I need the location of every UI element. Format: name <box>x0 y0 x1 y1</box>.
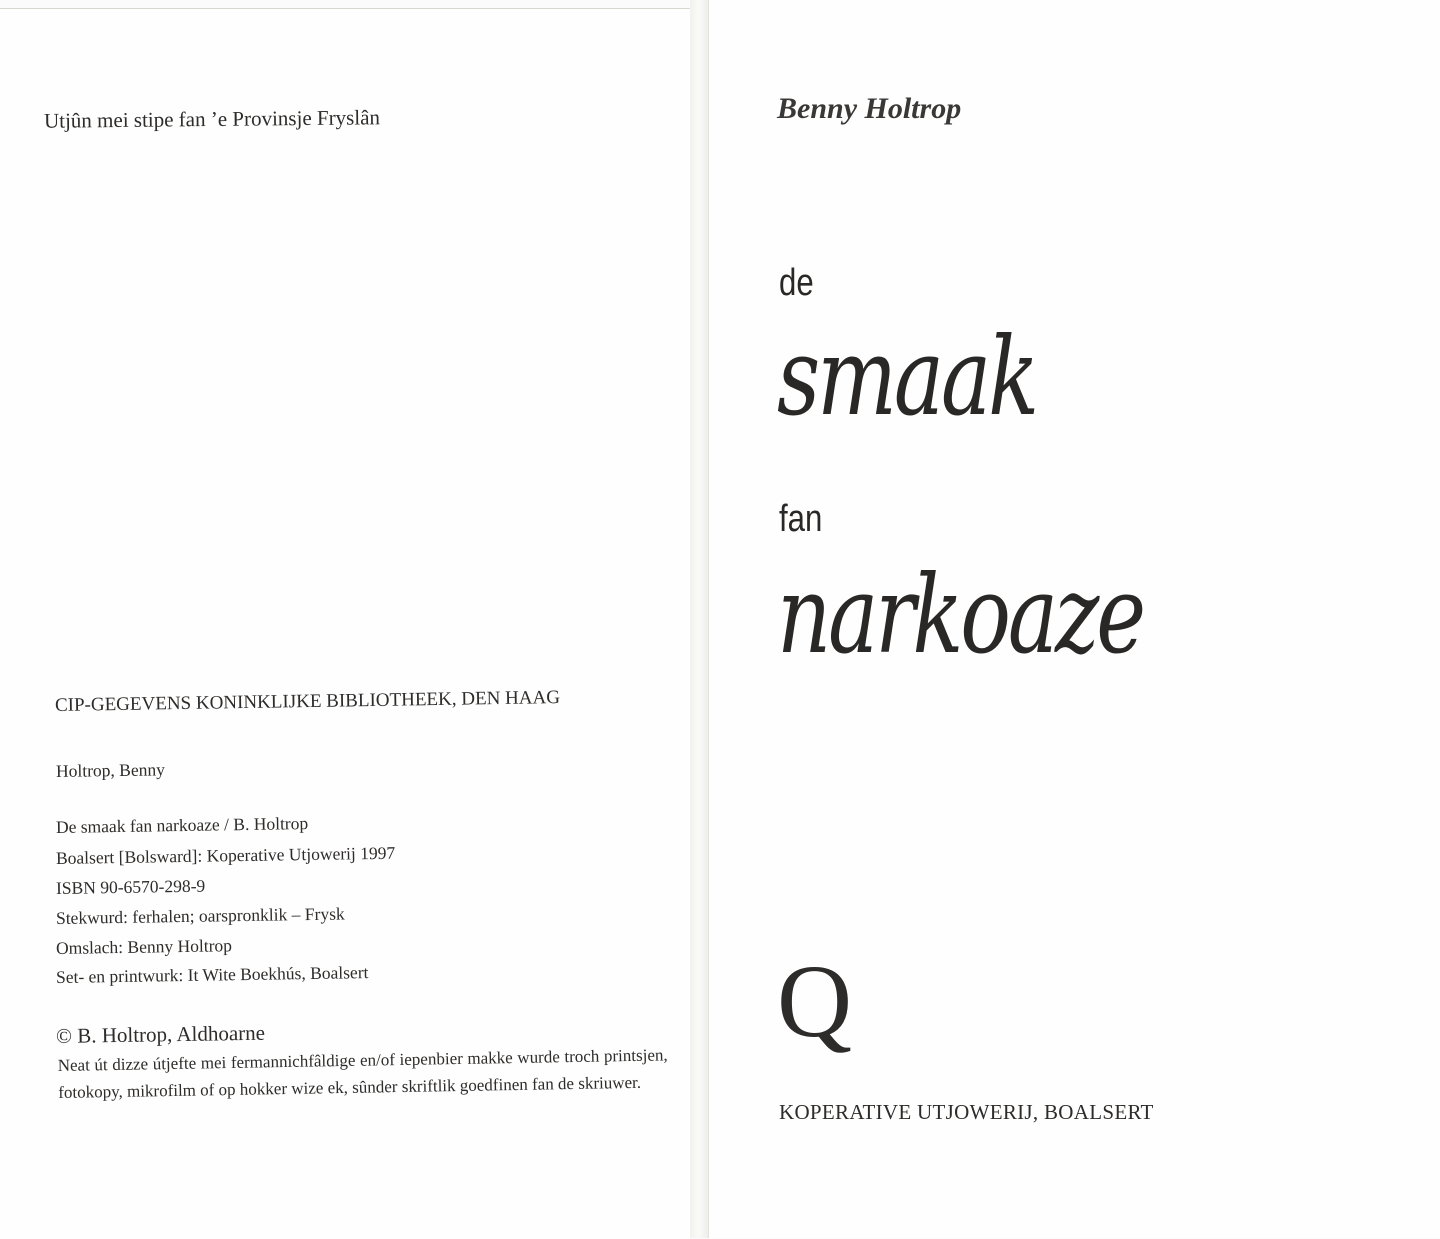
subsidy-note: Utjûn mei stipe fan ’e Provinsje Fryslân <box>43 105 381 133</box>
copyright-symbol: © <box>55 1023 73 1048</box>
catalog-line: Omslach: Benny Holtrop <box>55 935 233 958</box>
right-page-title <box>708 0 1440 1238</box>
catalog-line: De smaak fan narkoaze / B. Holtrop <box>55 813 309 837</box>
title-word-narkoaze: narkoaze <box>777 553 1144 678</box>
left-page-colophon <box>0 8 690 1239</box>
catalog-line: Boalsert [Bolsward]: Koperative Utjowerij 1997 <box>55 842 396 868</box>
publisher-name: KOPERATIVE UTJOWERIJ, BOALSERT <box>779 1100 1154 1124</box>
copyright-holder: B. Holtrop, Aldhoarne <box>77 1020 266 1048</box>
title-word-smaak: smaak <box>777 315 1037 440</box>
publisher-logo: Q <box>777 944 853 1059</box>
title-word-fan: fan <box>779 498 823 540</box>
rights-notice: Neat út dizze útjefte mei fermannichfâldige en/of iepenbier makke wurde troch printsjen, fotokopy, mikrofilm of op hokker wize ek, sûnder skriftlik goedfinen fan de skriuwer. <box>57 1045 668 1102</box>
title-word-de: de <box>779 262 814 304</box>
author-entry: Holtrop, Benny <box>55 759 166 781</box>
catalog-line: Stekwurd: ferhalen; oarspronklik – Frysk <box>55 903 345 928</box>
cip-heading: CIP-GEGEVENS KONINKLIJKE BIBLIOTHEEK, DEN HAAG <box>54 687 561 716</box>
catalog-line: Set- en printwurk: It Wite Boekhús, Boalsert <box>55 962 369 987</box>
catalog-line: ISBN 90-6570-298-9 <box>55 875 206 898</box>
author-name: Benny Holtrop <box>777 92 962 125</box>
book-spine <box>690 0 708 1238</box>
copyright <box>56 1021 265 1049</box>
